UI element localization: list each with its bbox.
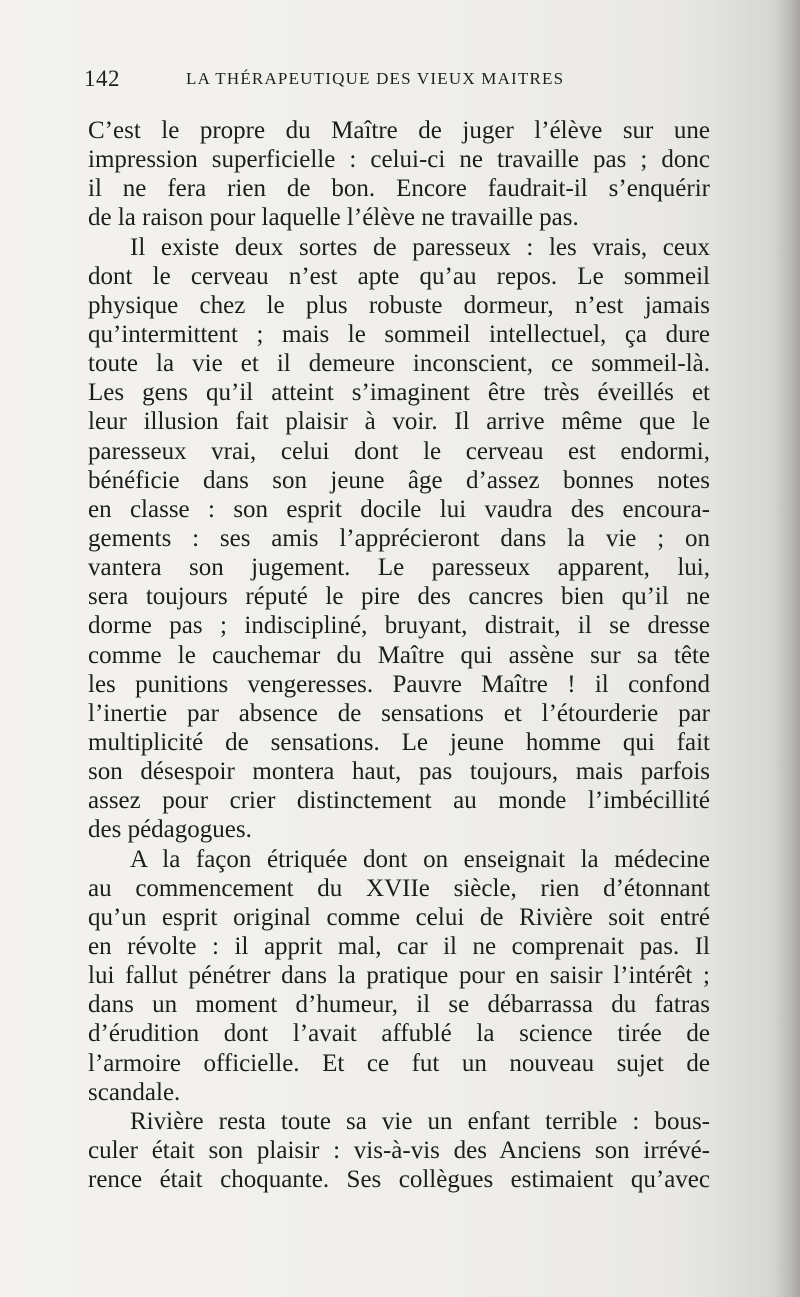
text-line: qu’un esprit original comme celui de Rivière soit entré [88,903,710,931]
text-line: dorme pas ; indiscipliné, bruyant, distrait, il se dresse [88,612,710,640]
text-line: vantera son jugement. Le paresseux apparent, lui, [88,554,710,582]
text-line: leur illusion fait plaisir à voir. Il arrive même que le [88,408,710,436]
text-line: dont le cerveau n’est apte qu’au repos. Le sommeil [88,262,710,290]
text-line: paresseux vrai, celui dont le cerveau est endormi, [88,437,710,465]
text-line: dans un moment d’humeur, il se débarrassa du fatras [88,991,710,1019]
text-line: C’est le propre du Maître de juger l’élève sur une [88,117,710,144]
text-line: au commencement du XVIIe siècle, rien d’étonnant [88,874,710,902]
body-text [88,116,710,1194]
text-line: en classe : son esprit docile lui vaudra des encoura- [88,495,710,523]
text-line: comme le cauchemar du Maître qui assène sur sa tête [88,641,710,669]
text-line: qu’intermittent ; mais le sommeil intellectuel, ça dure [88,320,710,348]
text-line: multiplicité de sensations. Le jeune homme qui fait [88,728,710,756]
page-number: 142 [84,66,120,91]
text-line: impression superficielle : celui-ci ne travaille pas ; donc [88,146,710,174]
text-line: en révolte : il apprit mal, car il ne comprenait pas. Il [88,932,710,960]
text-line: scandale. [88,1078,181,1106]
text-line: l’inertie par absence de sensations et l’étourderie par [88,699,710,727]
running-header [84,66,714,92]
text-line: son désespoir montera haut, pas toujours, mais parfois [88,758,710,786]
text-line: il ne fera rien de bon. Encore faudrait-il s’enquérir [88,175,710,203]
text-line: toute la vie et il demeure inconscient, ce sommeil-là. [88,350,710,378]
text-line: A la façon étriquée dont on enseignait la médecine [130,845,710,873]
text-line: lui fallut pénétrer dans la pratique pour en saisir l’intérêt ; [88,962,710,990]
text-line: physique chez le plus robuste dormeur, n’est jamais [88,291,710,319]
text-line: Rivière resta toute sa vie un enfant terrible : bous- [130,1107,710,1135]
text-line: Il existe deux sortes de paresseux : les vrais, ceux [130,233,710,261]
text-line: gements : ses amis l’apprécieront dans la vie ; on [88,524,710,552]
text-line: bénéficie dans son jeune âge d’assez bonnes notes [88,466,710,494]
text-line: assez pour crier distinctement au monde l’imbécillité [88,787,710,815]
text-line: Les gens qu’il atteint s’imaginent être très éveillés et [88,379,710,407]
page-edge-shadow [774,0,800,1297]
text-line: culer était son plaisir : vis-à-vis des Anciens son irrévé- [88,1136,710,1164]
text-line: l’armoire officielle. Et ce fut un nouveau sujet de [88,1049,710,1077]
text-line: de la raison pour laquelle l’élève ne travaille pas. [88,204,579,232]
text-line: sera toujours réputé le pire des cancres bien qu’il ne [88,583,710,611]
text-line: des pédagogues. [88,816,252,844]
text-line: d’érudition dont l’avait affublé la science tirée de [88,1020,710,1048]
text-line: rence était choquante. Ses collègues estimaient qu’avec [88,1166,710,1194]
running-title: LA THÉRAPEUTIQUE DES VIEUX MAITRES [186,69,565,88]
text-line: les punitions vengeresses. Pauvre Maître ! il confond [88,670,710,698]
